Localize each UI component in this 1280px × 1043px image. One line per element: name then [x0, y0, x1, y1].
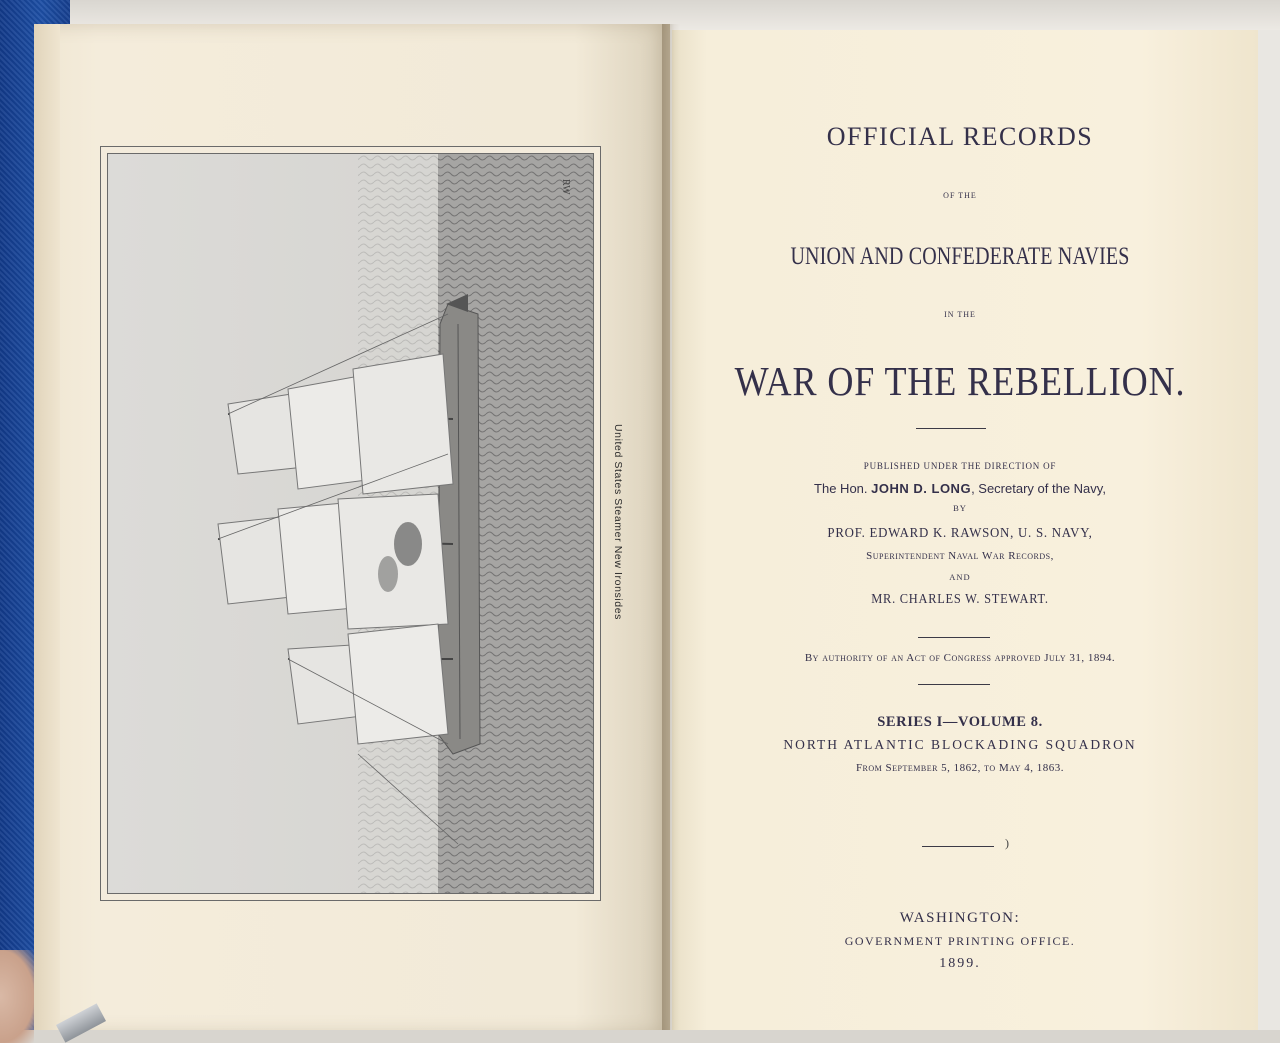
thumb [0, 950, 34, 1043]
series-volume: SERIES I—VOLUME 8. [877, 714, 1043, 730]
secretary-line [650, 481, 1270, 496]
author-rawson-title: Superintendent Naval War Records, [866, 550, 1054, 562]
ship-engraving-illustration [108, 154, 593, 893]
hon-name: JOHN D. LONG [871, 481, 972, 496]
divider-rule [922, 846, 994, 847]
page-edge [34, 24, 60, 1034]
title-of-the: OF THE [943, 191, 977, 200]
imprint-year: 1899. [939, 956, 981, 971]
divider-rule [916, 428, 986, 429]
hon-suffix: , Secretary of the Navy, [971, 481, 1106, 496]
title-war-of-rebellion: WAR OF THE REBELLION. [734, 358, 1186, 404]
imprint-city: WASHINGTON: [899, 910, 1021, 926]
engraving-plate [100, 146, 601, 901]
printer-mark: ) [1005, 836, 1009, 850]
author-rawson: PROF. EDWARD K. RAWSON, U. S. NAVY, [827, 526, 1093, 541]
imprint-printer: GOVERNMENT PRINTING OFFICE. [844, 934, 1076, 948]
authority-line: By authority of an Act of Congress approved July 31, 1894. [804, 652, 1116, 664]
by-line: BY [953, 503, 967, 513]
author-stewart: MR. CHARLES W. STEWART. [871, 591, 1049, 606]
and-line: AND [949, 572, 971, 582]
divider-rule [918, 637, 990, 638]
title-official-records: OFFICIAL RECORDS [826, 122, 1094, 151]
engraving-image [107, 153, 594, 894]
title-in-the: IN THE [944, 310, 976, 319]
hon-prefix: The Hon. [814, 481, 868, 496]
artist-signature: RW [560, 179, 571, 195]
title-union-navies: UNION AND CONFEDERATE NAVIES [790, 243, 1130, 270]
divider-rule [918, 684, 990, 685]
plate-caption: United States Steamer New Ironsides [612, 423, 624, 621]
table-surface [0, 1030, 1280, 1043]
date-range: From September 5, 1862, to May 4, 1863. [855, 762, 1065, 774]
published-under-line: PUBLISHED UNDER THE DIRECTION OF [863, 461, 1057, 471]
squadron-name: NORTH ATLANTIC BLOCKADING SQUADRON [783, 737, 1137, 752]
